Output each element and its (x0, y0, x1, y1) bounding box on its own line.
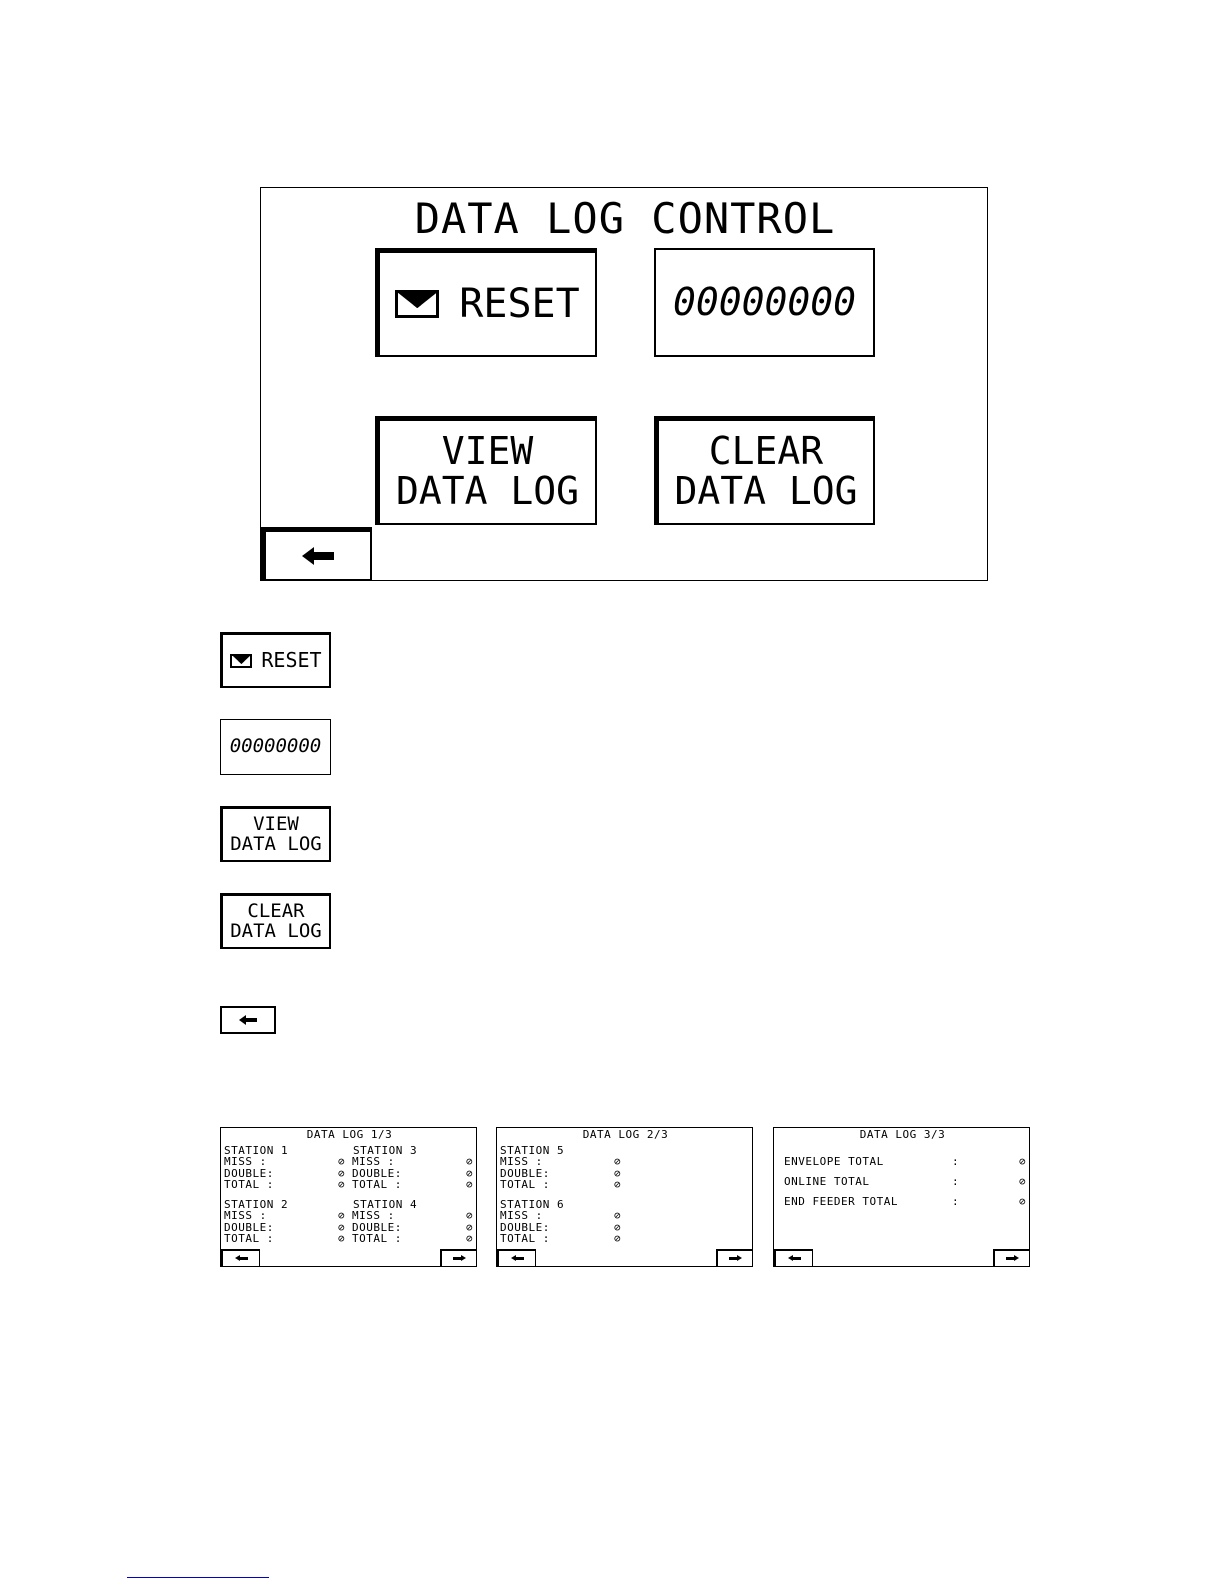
st1-total-label: TOTAL : (224, 1178, 274, 1191)
st6-total-label: TOTAL : (500, 1232, 550, 1245)
st3-double-label: DOUBLE: (352, 1167, 402, 1180)
page2-title: DATA LOG 2/3 (582, 1128, 669, 1141)
legend-clear-data-log-button (220, 893, 331, 949)
view-data-log-button[interactable] (375, 416, 597, 525)
data-log-control-screen (260, 187, 988, 581)
end-feeder-total-value: ⊘ (1019, 1195, 1027, 1208)
station-3-label: STATION 3 (353, 1144, 418, 1157)
page1-title: DATA LOG 1/3 (306, 1128, 393, 1141)
st5-miss-value: ⊘ (614, 1155, 622, 1168)
page3-next-button[interactable] (993, 1249, 1030, 1267)
arrow-left-icon (302, 547, 334, 565)
st2-total-label: TOTAL : (224, 1232, 274, 1245)
end-feeder-total-label: END FEEDER TOTAL (784, 1195, 898, 1208)
st5-miss-label: MISS : (500, 1155, 543, 1168)
st1-total-value: ⊘ (338, 1178, 346, 1191)
st4-total-value: ⊘ (466, 1232, 474, 1245)
legend-reset-button (220, 632, 331, 688)
legend-view-data-log-button (220, 806, 331, 862)
station-5-label: STATION 5 (500, 1144, 565, 1157)
st4-miss-value: ⊘ (466, 1209, 474, 1222)
st2-double-label: DOUBLE: (224, 1221, 274, 1234)
end-feeder-total-colon: : (952, 1195, 960, 1208)
st5-double-label: DOUBLE: (500, 1167, 550, 1180)
online-total-value: ⊘ (1019, 1175, 1027, 1188)
envelope-icon (230, 654, 252, 668)
legend-counter-display (220, 719, 331, 775)
page2-back-button[interactable] (497, 1249, 536, 1267)
reset-label: RESET (459, 281, 580, 327)
online-total-colon: : (952, 1175, 960, 1188)
st2-double-value: ⊘ (338, 1221, 346, 1234)
station-1-label: STATION 1 (224, 1144, 289, 1157)
envelope-icon (395, 290, 439, 318)
st4-double-label: DOUBLE: (352, 1221, 402, 1234)
st6-double-label: DOUBLE: (500, 1221, 550, 1234)
legend-clear-line2: DATA LOG (230, 919, 322, 942)
st4-miss-label: MISS : (352, 1209, 395, 1222)
st5-double-value: ⊘ (614, 1167, 622, 1180)
legend-back-button (220, 1006, 276, 1034)
data-log-page-1 (220, 1127, 477, 1267)
station-2-label: STATION 2 (224, 1198, 289, 1211)
st4-total-label: TOTAL : (352, 1232, 402, 1245)
st4-double-value: ⊘ (466, 1221, 474, 1234)
legend-view-line2: DATA LOG (230, 832, 322, 855)
legend-view-line1: VIEW (253, 812, 299, 835)
st6-miss-value: ⊘ (614, 1209, 622, 1222)
view-label-line1: VIEW (441, 429, 534, 474)
clear-label-line1: CLEAR (708, 429, 824, 474)
counter-display (654, 248, 875, 357)
envelope-total-value: ⊘ (1019, 1155, 1027, 1168)
st1-miss-label: MISS : (224, 1155, 267, 1168)
st5-total-value: ⊘ (614, 1178, 622, 1191)
st2-miss-label: MISS : (224, 1209, 267, 1222)
st5-total-label: TOTAL : (500, 1178, 550, 1191)
back-button[interactable] (261, 527, 372, 581)
online-total-label: ONLINE TOTAL (784, 1175, 870, 1188)
reset-button[interactable] (375, 248, 597, 357)
footnote-divider (127, 1577, 269, 1578)
station-4-label: STATION 4 (353, 1198, 418, 1211)
page1-back-button[interactable] (221, 1249, 260, 1267)
st3-miss-value: ⊘ (466, 1155, 474, 1168)
st6-double-value: ⊘ (614, 1221, 622, 1234)
arrow-left-icon (239, 1015, 257, 1025)
arrow-left-icon (788, 1255, 801, 1262)
arrow-left-icon (235, 1255, 248, 1262)
st3-double-value: ⊘ (466, 1167, 474, 1180)
data-log-page-2 (496, 1127, 753, 1267)
st3-total-label: TOTAL : (352, 1178, 402, 1191)
st3-total-value: ⊘ (466, 1178, 474, 1191)
st3-miss-label: MISS : (352, 1155, 395, 1168)
page3-title: DATA LOG 3/3 (859, 1128, 946, 1141)
envelope-total-colon: : (952, 1155, 960, 1168)
page2-next-button[interactable] (716, 1249, 753, 1267)
arrow-left-icon (511, 1255, 524, 1262)
st2-total-value: ⊘ (338, 1232, 346, 1245)
legend-counter-value: 00000000 (229, 735, 322, 758)
st2-miss-value: ⊘ (338, 1209, 346, 1222)
page1-next-button[interactable] (440, 1249, 477, 1267)
st1-double-label: DOUBLE: (224, 1167, 274, 1180)
clear-data-log-button[interactable] (654, 416, 875, 525)
st6-total-value: ⊘ (614, 1232, 622, 1245)
arrow-right-icon (453, 1255, 466, 1262)
legend-reset-label: RESET (261, 648, 322, 672)
arrow-right-icon (729, 1255, 742, 1262)
st1-miss-value: ⊘ (338, 1155, 346, 1168)
envelope-total-label: ENVELOPE TOTAL (784, 1155, 884, 1168)
arrow-right-icon (1006, 1255, 1019, 1262)
st1-double-value: ⊘ (338, 1167, 346, 1180)
page3-back-button[interactable] (774, 1249, 813, 1267)
station-6-label: STATION 6 (500, 1198, 565, 1211)
data-log-page-3 (773, 1127, 1030, 1267)
view-label-line2: DATA LOG (395, 469, 580, 513)
screen-title: DATA LOG CONTROL (414, 194, 836, 243)
counter-value: 00000000 (672, 279, 857, 324)
st6-miss-label: MISS : (500, 1209, 543, 1222)
legend-clear-line1: CLEAR (247, 899, 305, 922)
clear-label-line2: DATA LOG (674, 469, 858, 513)
